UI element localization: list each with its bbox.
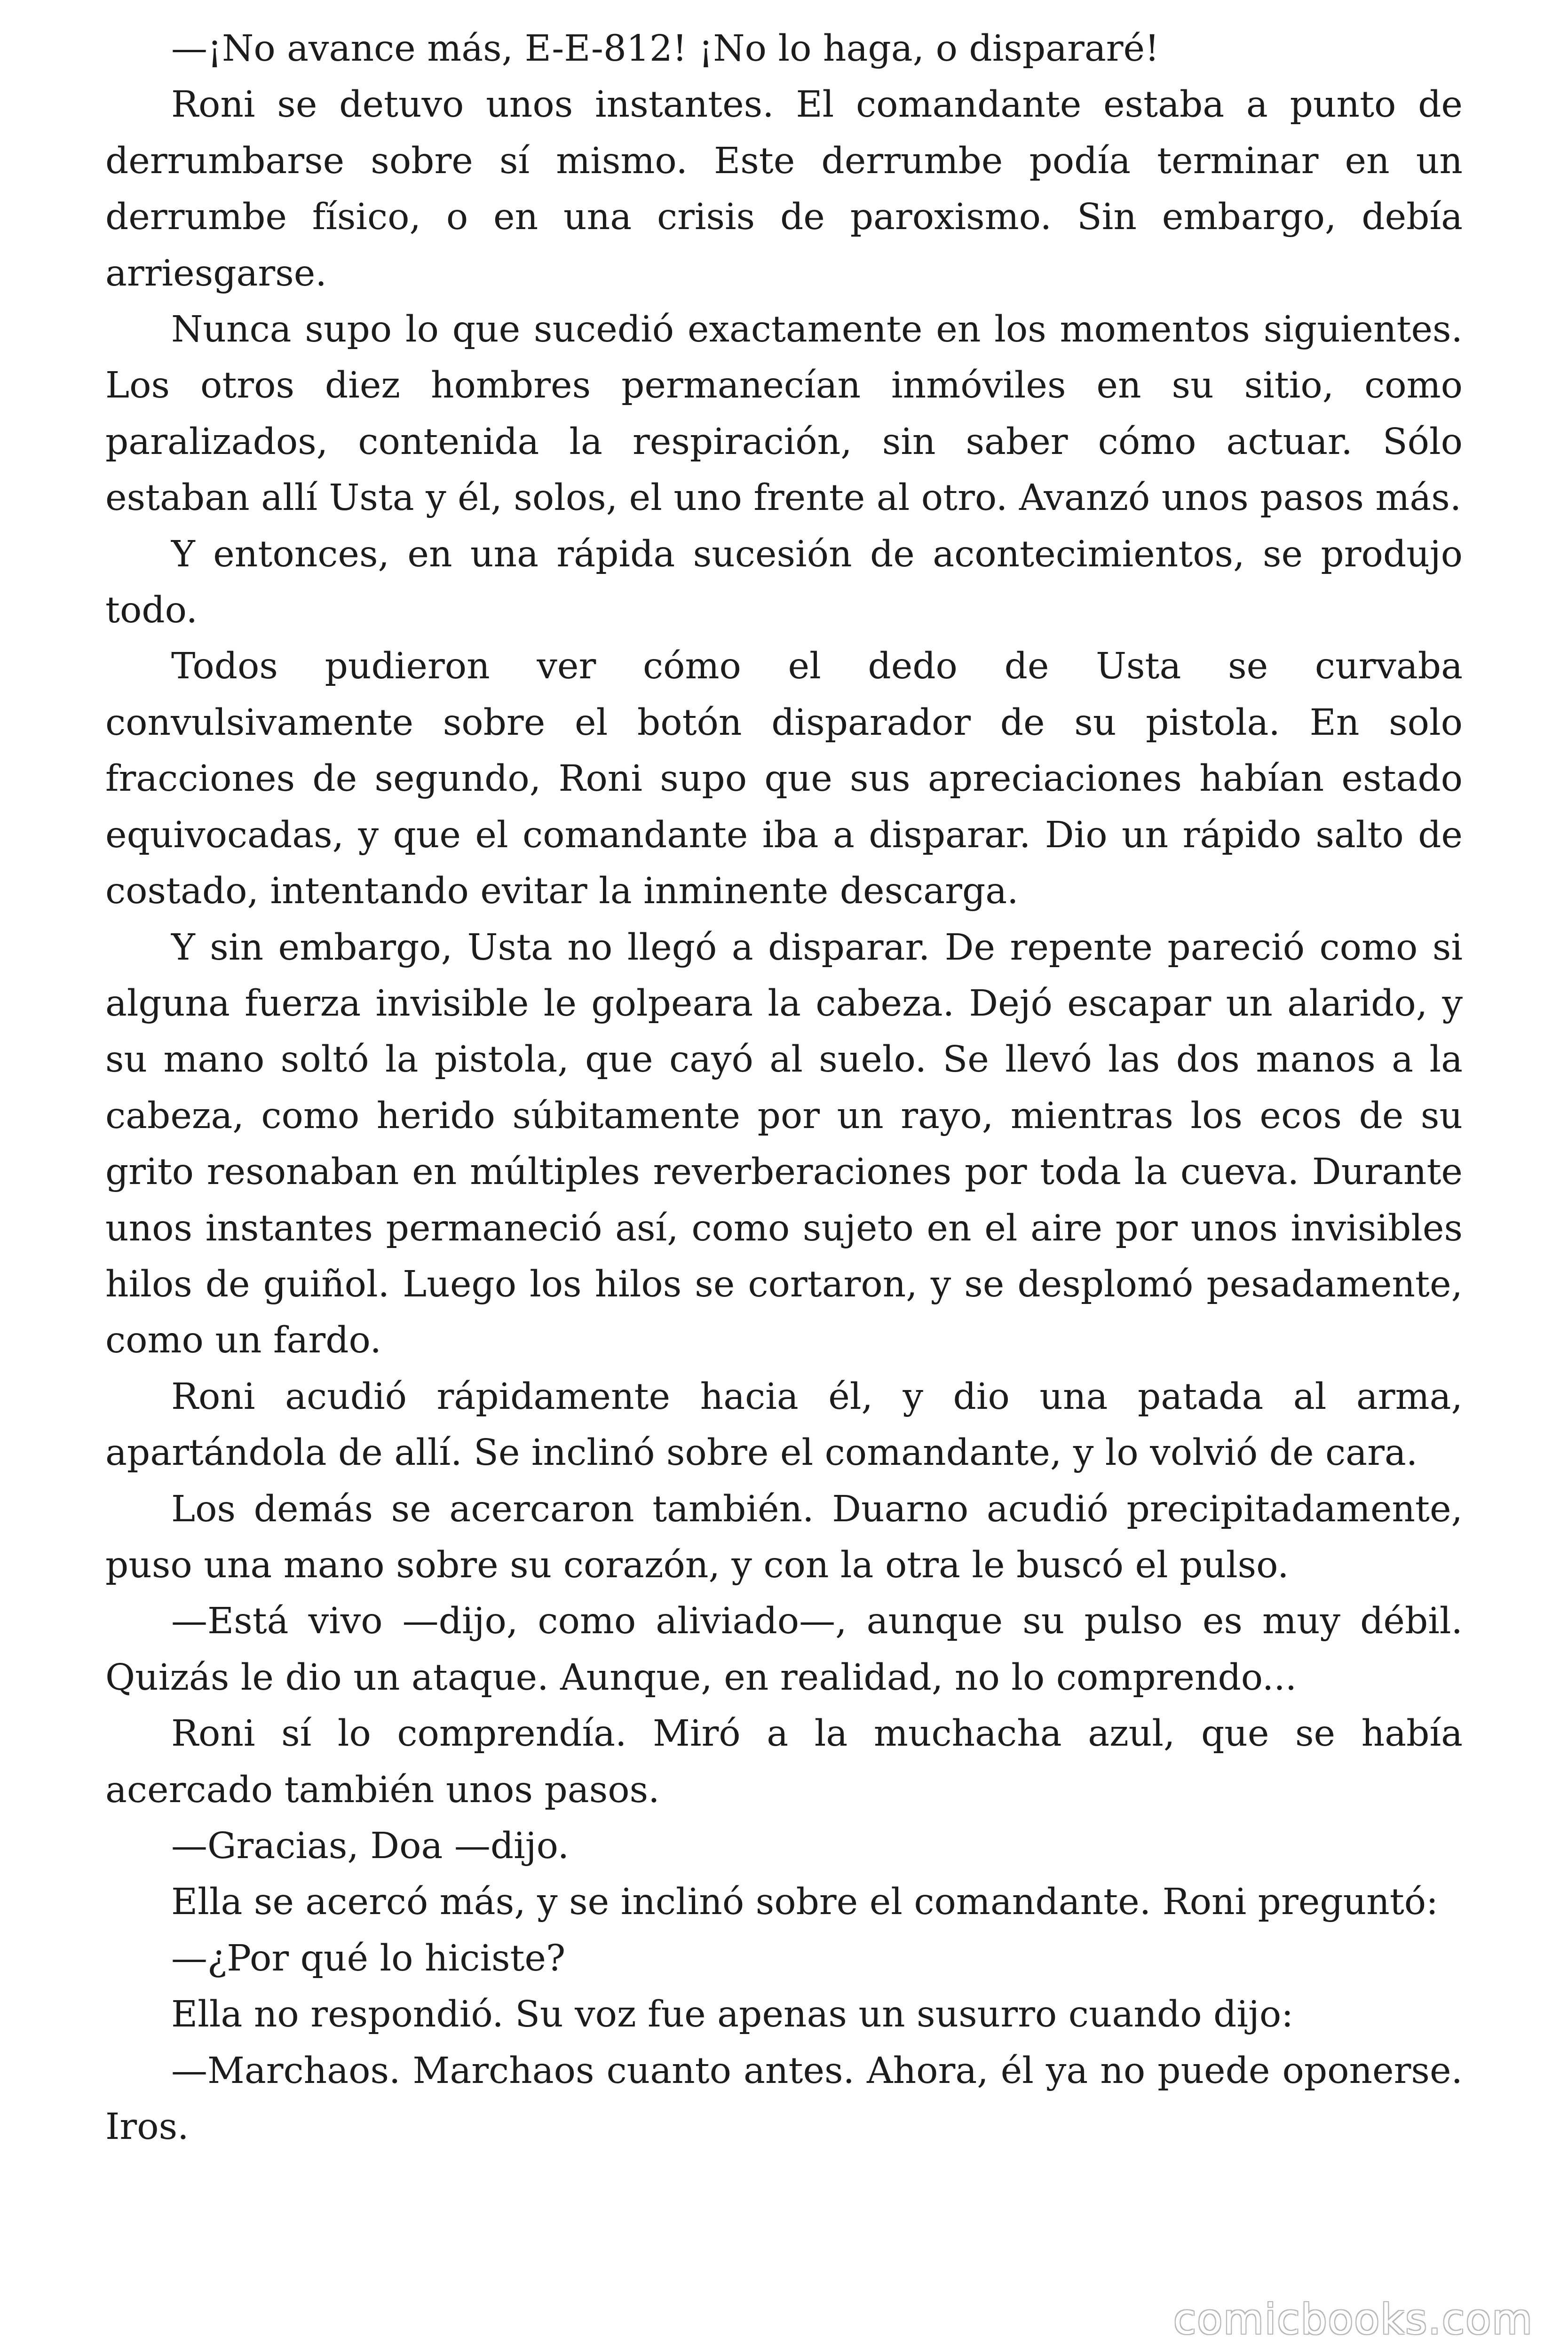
watermark: comicbooks.com xyxy=(1173,2295,1533,2344)
paragraph: Ella no respondió. Su voz fue apenas un susurro cuando dijo: xyxy=(171,1994,1294,2036)
paragraph: Y sin embargo, Usta no llegó a disparar. De repente pareció como si alguna fuerza invisible le golpeara la cabeza. Dejó escapar un alarido, y su mano soltó la pistola, que cayó al suelo. Se llevó las dos manos a la cabeza, como herido súbitamente por un rayo, mientras los ecos de su grito resonaban en múltiples reverberaciones por toda la cueva. Durante unos instantes permaneció así, como sujeto en el aire por unos invisibles hilos de guiñol. Luego los hilos se cortaron, y se desplomó pesadamente, como un fardo. xyxy=(105,926,1463,1362)
paragraph: —Gracias, Doa —dijo. xyxy=(171,1825,570,1867)
paragraph: Los demás se acercaron también. Duarno acudió precipitadamente, puso una mano sobre su corazón, y con la otra le buscó el pulso. xyxy=(105,1488,1463,1586)
paragraph: Todos pudieron ver cómo el dedo de Usta se curvaba convulsivamente sobre el botón disparador de su pistola. En solo fracciones de segundo, Roni supo que sus apreciaciones habían estado equivocadas, y que el comandante iba a disparar. Dio un rápido salto de costado, intentando evitar la inminente descarga. xyxy=(105,645,1463,913)
paragraph: Roni se detuvo unos instantes. El comandante estaba a punto de derrumbarse sobre sí mismo. Este derrumbe podía terminar en un derrumbe físico, o en una crisis de paroxismo. Sin embargo, debía arriesgarse. xyxy=(105,84,1463,294)
paragraph: Nunca supo lo que sucedió exactamente en los momentos siguientes. Los otros diez hombres permanecían inmóviles en su sitio, como paralizados, contenida la respiración, sin saber cómo actuar. Sólo estaban allí Usta y él, solos, el uno frente al otro. Avanzó unos pasos más. xyxy=(105,309,1463,519)
paragraph: —Está vivo —dijo, como aliviado—, aunque su pulso es muy débil. Quizás le dio un ataque. Aunque, en realidad, no lo comprendo... xyxy=(105,1600,1463,1699)
paragraph: Roni acudió rápidamente hacia él, y dio una patada al arma, apartándola de allí. Se inclinó sobre el comandante, y lo volvió de cara. xyxy=(105,1375,1463,1474)
paragraph: —¿Por qué lo hiciste? xyxy=(171,1937,566,1979)
paragraph: —Marchaos. Marchaos cuanto antes. Ahora, él ya no puede oponerse. Iros. xyxy=(105,2050,1463,2148)
body-text xyxy=(105,21,1463,2155)
paragraph: Roni sí lo comprendía. Miró a la muchacha azul, que se había acercado también unos pasos. xyxy=(105,1713,1463,1811)
paragraph: Y entonces, en una rápida sucesión de acontecimientos, se produjo todo. xyxy=(105,533,1463,632)
paragraph: Ella se acercó más, y se inclinó sobre el comandante. Roni preguntó: xyxy=(171,1881,1439,1923)
paragraph: —¡No avance más, E-E-812! ¡No lo haga, o dispararé! xyxy=(171,28,1160,70)
